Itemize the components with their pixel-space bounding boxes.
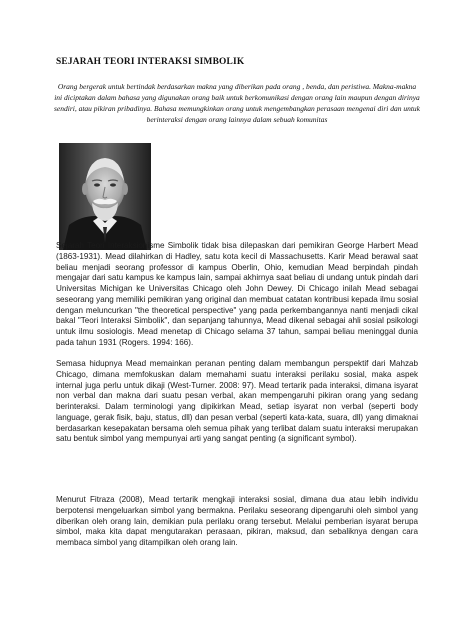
portrait-photo	[59, 143, 151, 250]
page-title: SEJARAH TEORI INTERAKSI SIMBOLIK	[56, 57, 245, 67]
paragraph-2: Semasa hidupnya Mead memainkan peranan penting dalam membangun perspektif dari Mahzab Chicago, dimana memfokuskan dalam memahami suatu interaksi perilaku sosial, maka aspek internal juga perlu untuk dikaji (West-Turner. 2008: 97). Mead tertarik pada interaksi, dimana isyarat non verbal dan makna dari suatu pesan verbal, akan mempengaruhi pikiran orang yang sedang berinteraksi. Dalam terminologi yang dipikirkan Mead, setiap isyarat non verbal (seperti body language, gerak fisik, baju, status, dll) dan pesan verbal (seperti kata-kata, suara, dll) yang dimaknai berdasarkan kesepakatan bersama oleh semua pihak yang terlibat dalam suatu interaksi merupakan satu bentuk simbol yang mempunyai arti yang sangat penting (a significant symbol).	[56, 359, 418, 444]
portrait-image	[59, 143, 151, 250]
paragraph-1: Sejarah Teori Interaksionisme Simbolik tidak bisa dilepaskan dari pemikiran George Harbert Mead (1863-1931). Mead dilahirkan di Hadley, satu kota kecil di Massachusetts. Karir Mead berawal saat beliau menjadi seorang professor di kampus Oberlin, Ohio, kemudian Mead berpindah pindah mengajar dari satu kampus ke kampus lain, sampai akhirnya saat beliau di undang untuk pindah dari Universitas Michigan ke Universitas Chicago oleh John Dewey. Di Chicago inilah Mead sebagai seseorang yang memiliki pemikiran yang original dan membuat catatan kontribusi kepada ilmu sosial dengan meluncurkan "the theoretical perspective" yang pada perkembangannya nanti menjadi cikal bakal "Teori Interaksi Simbolik", dan sepanjang tahunnya, Mead dikenal sebagai ahli sosial psikologi untuk ilmu sosiologis. Mead menetap di Chicago selama 37 tahun, sampai beliau meninggal dunia pada tahun 1931 (Rogers. 1994: 166).	[56, 241, 418, 347]
paragraph-3: Menurut Fitraza (2008), Mead tertarik mengkaji interaksi sosial, dimana dua atau lebih individu berpotensi mengeluarkan simbol yang bermakna. Perilaku seseorang dipengaruhi oleh simbol yang diberikan oleh orang lain, demikian pula perilaku orang tersebut. Melalui pemberian isyarat berupa simbol, maka kita dapat mengutarakan perasaan, pikiran, maksud, dan sebaliknya dengan cara membaca simbol yang ditampilkan oleh orang lain.	[56, 495, 418, 547]
intro-quote: Orang bergerak untuk bertindak berdasarkan makna yang diberikan pada orang , benda, dan peristiwa. Makna-makna ini diciptakan dalam bahasa yang digunakan orang baik untuk berkomunikasi dengan orang lain maupun dengan dirinya sendiri, atau pikiran pribadinya. Bahasa memungkinkan orang untuk mengembangkan perasaan mengenai diri dan untuk berinteraksi dengan orang lainnya dalam sebuah komunitas	[54, 82, 420, 124]
